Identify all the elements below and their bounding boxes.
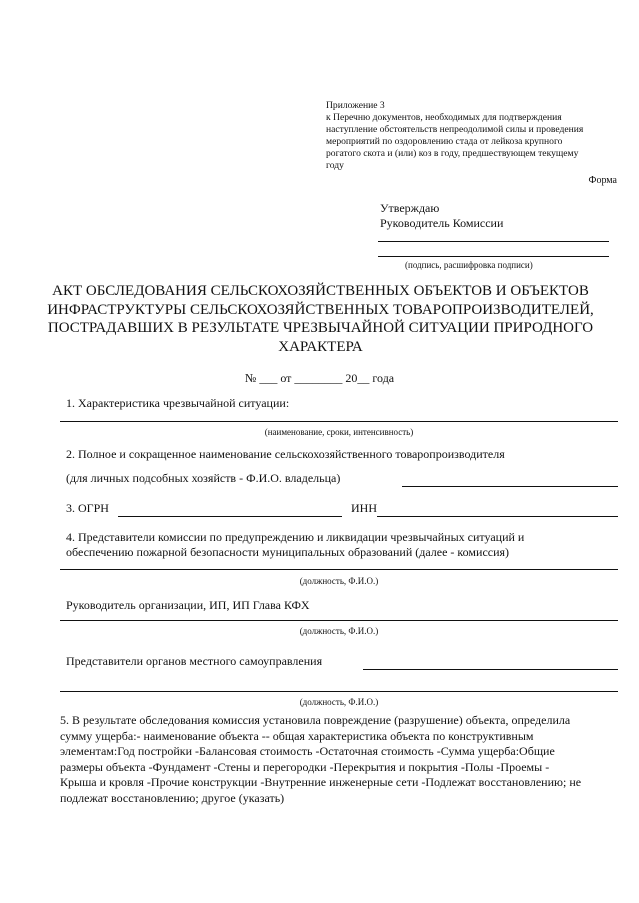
section1-text: 1. Характеристика чрезвычайной ситуации: <box>66 396 290 410</box>
appendix-line: мероприятий по оздоровлению стада от лейкоза крупного <box>326 136 563 147</box>
section5-line: 5. В результате обследования комиссия установила повреждение (разрушение) объекта, определила <box>60 713 571 727</box>
approval-block <box>380 201 503 231</box>
section2-text: 2. Полное и сокращенное наименование сельскохозяйственного товаропроизводителя <box>66 447 505 461</box>
section2-field-line[interactable] <box>402 486 618 487</box>
appendix-line: Приложение 3 <box>326 100 385 111</box>
approval-signature-line-2[interactable] <box>378 256 609 257</box>
head-org-label: Руководитель организации, ИП, ИП Глава КФХ <box>66 598 310 612</box>
head-org-caption: (должность, Ф.И.О.) <box>299 626 379 636</box>
local-gov-caption: (должность, Ф.И.О.) <box>299 697 379 707</box>
appendix-line: рогатого скота и (или) коз в году, предшествующем текущему <box>326 148 579 159</box>
title-line: ИНФРАСТРУКТУРЫ СЕЛЬСКОХОЗЯЙСТВЕННЫХ ТОВАРОПРОИЗВОДИТЕЛЕЙ, <box>47 301 594 318</box>
section5-line: элементам:Год постройки -Балансовая стоимость -Остаточная стоимость -Сумма ущерба:Общие <box>60 744 555 758</box>
act-number-line: № ___ от ________ 20__ года <box>244 371 395 385</box>
form-label: Форма <box>588 175 617 186</box>
approval-signature-line-1[interactable] <box>378 241 609 242</box>
section5-line: Крыша и кровля -Прочие конструкции -Внутренние инженерные сети -Подлежат восстановлению; не <box>60 775 582 789</box>
section4-line2: обеспечению пожарной безопасности муниципальных образований (далее - комиссия) <box>66 545 510 559</box>
title-line: АКТ ОБСЛЕДОВАНИЯ СЕЛЬСКОХОЗЯЙСТВЕННЫХ ОБЪЕКТОВ И ОБЪЕКТОВ <box>52 283 589 299</box>
section1-caption: (наименование, сроки, интенсивность) <box>264 427 414 437</box>
commission-head-label: Руководитель Комиссии <box>380 216 504 230</box>
section5-line: размеры объекта -Фундамент -Стены и перегородки -Перекрытия и покрытия -Полы -Проемы - <box>60 759 550 774</box>
title-line: ПОСТРАДАВШИХ В РЕЗУЛЬТАТЕ ЧРЕЗВЫЧАЙНОЙ СИТУАЦИИ ПРИРОДНОГО <box>47 320 594 336</box>
section5-line: сумму ущерба:- наименование объекта -- общая характеристика объекта по конструктивным <box>60 728 534 743</box>
section5-text <box>60 713 630 806</box>
section4-line1: 4. Представители комиссии по предупреждению и ликвидации чрезвычайных ситуаций и <box>66 530 525 544</box>
ogrn-label: 3. ОГРН <box>66 501 109 515</box>
signature-caption: (подпись, расшифровка подписи) <box>405 260 533 270</box>
commission-field-line[interactable] <box>60 569 618 570</box>
section1-field-line[interactable] <box>60 421 618 422</box>
appendix-line: к Перечню документов, необходимых для подтверждения <box>326 112 562 123</box>
commission-caption: (должность, Ф.И.О.) <box>299 576 379 586</box>
approve-label: Утверждаю <box>380 201 440 215</box>
inn-field-line[interactable] <box>377 516 618 517</box>
title-line: ХАРАКТЕРА <box>278 338 363 355</box>
document-title <box>40 282 601 356</box>
inn-label: ИНН <box>351 501 377 515</box>
appendix-line: наступление обстоятельств непреодолимой силы и проведения <box>326 124 584 135</box>
local-gov-label: Представители органов местного самоуправления <box>66 654 323 668</box>
appendix-note <box>326 100 626 172</box>
section5-line: подлежат восстановлению; другое (указать) <box>60 790 285 805</box>
appendix-line: году <box>326 160 344 171</box>
head-org-field-line[interactable] <box>60 620 618 621</box>
local-gov-field-line-2[interactable] <box>60 691 618 692</box>
ogrn-field-line[interactable] <box>118 516 342 517</box>
section2-subtext: (для личных подсобных хозяйств - Ф.И.О. владельца) <box>66 471 341 485</box>
local-gov-field-line[interactable] <box>363 669 618 670</box>
